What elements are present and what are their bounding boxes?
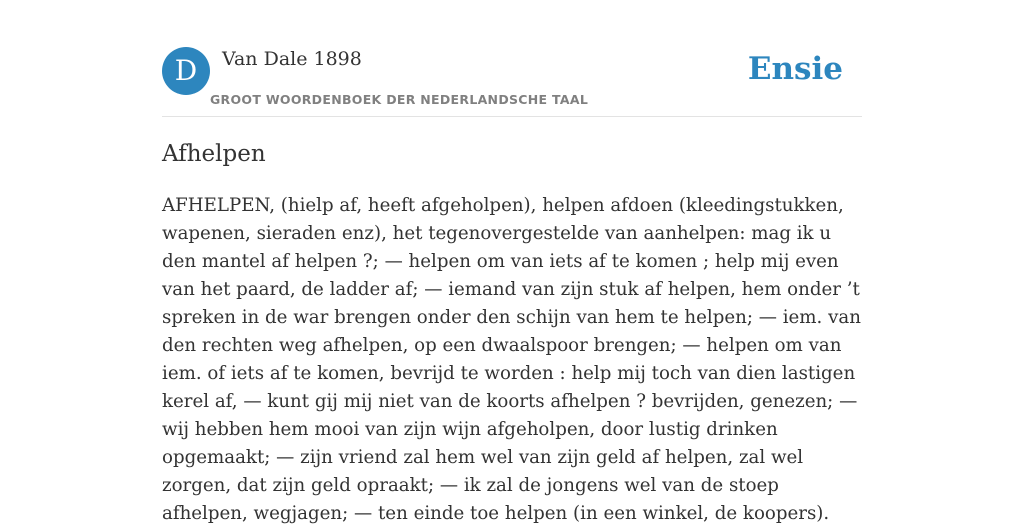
brand-logo[interactable]: Ensie	[747, 51, 843, 87]
source-avatar[interactable]: D	[162, 47, 210, 95]
source-subtitle: GROOT WOORDENBOEK DER NEDERLANDSCHE TAAL	[210, 92, 589, 107]
entry-title: Afhelpen	[162, 141, 266, 167]
source-title[interactable]: Van Dale 1898	[222, 48, 362, 70]
entry-definition: AFHELPEN, (hielp af, heeft afgeholpen), helpen afdoen (kleedingstukken, wapenen, sieraden enz), het tegenovergestelde van aanhelpen: mag ik u den mantel af helpen ?; — helpen om van iets af te komen ; help mij even van het paard, de ladder af; — iemand van zijn stuk af helpen, hem onder ’t spreken in de war brengen onder den schijn van hem te helpen; — iem. van den rechten weg afhelpen, op een dwaalspoor brengen; — helpen om van iem. of iets af te komen, bevrijd te worden : help mij toch van dien lastigen kerel af, — kunt gij mij niet van de koorts afhelpen ? bevrijden, genezen; — wij hebben hem mooi van zijn wijn afgeholpen, door lustig drinken opgemaakt; — zijn vriend zal hem wel van zijn geld af helpen, zal wel zorgen, dat zijn geld opraakt; — ik zal de jongens wel van de stoep afhelpen, wegjagen; — ten einde toe helpen (in een winkel, de koopers).	[162, 195, 861, 524]
header	[162, 46, 862, 117]
